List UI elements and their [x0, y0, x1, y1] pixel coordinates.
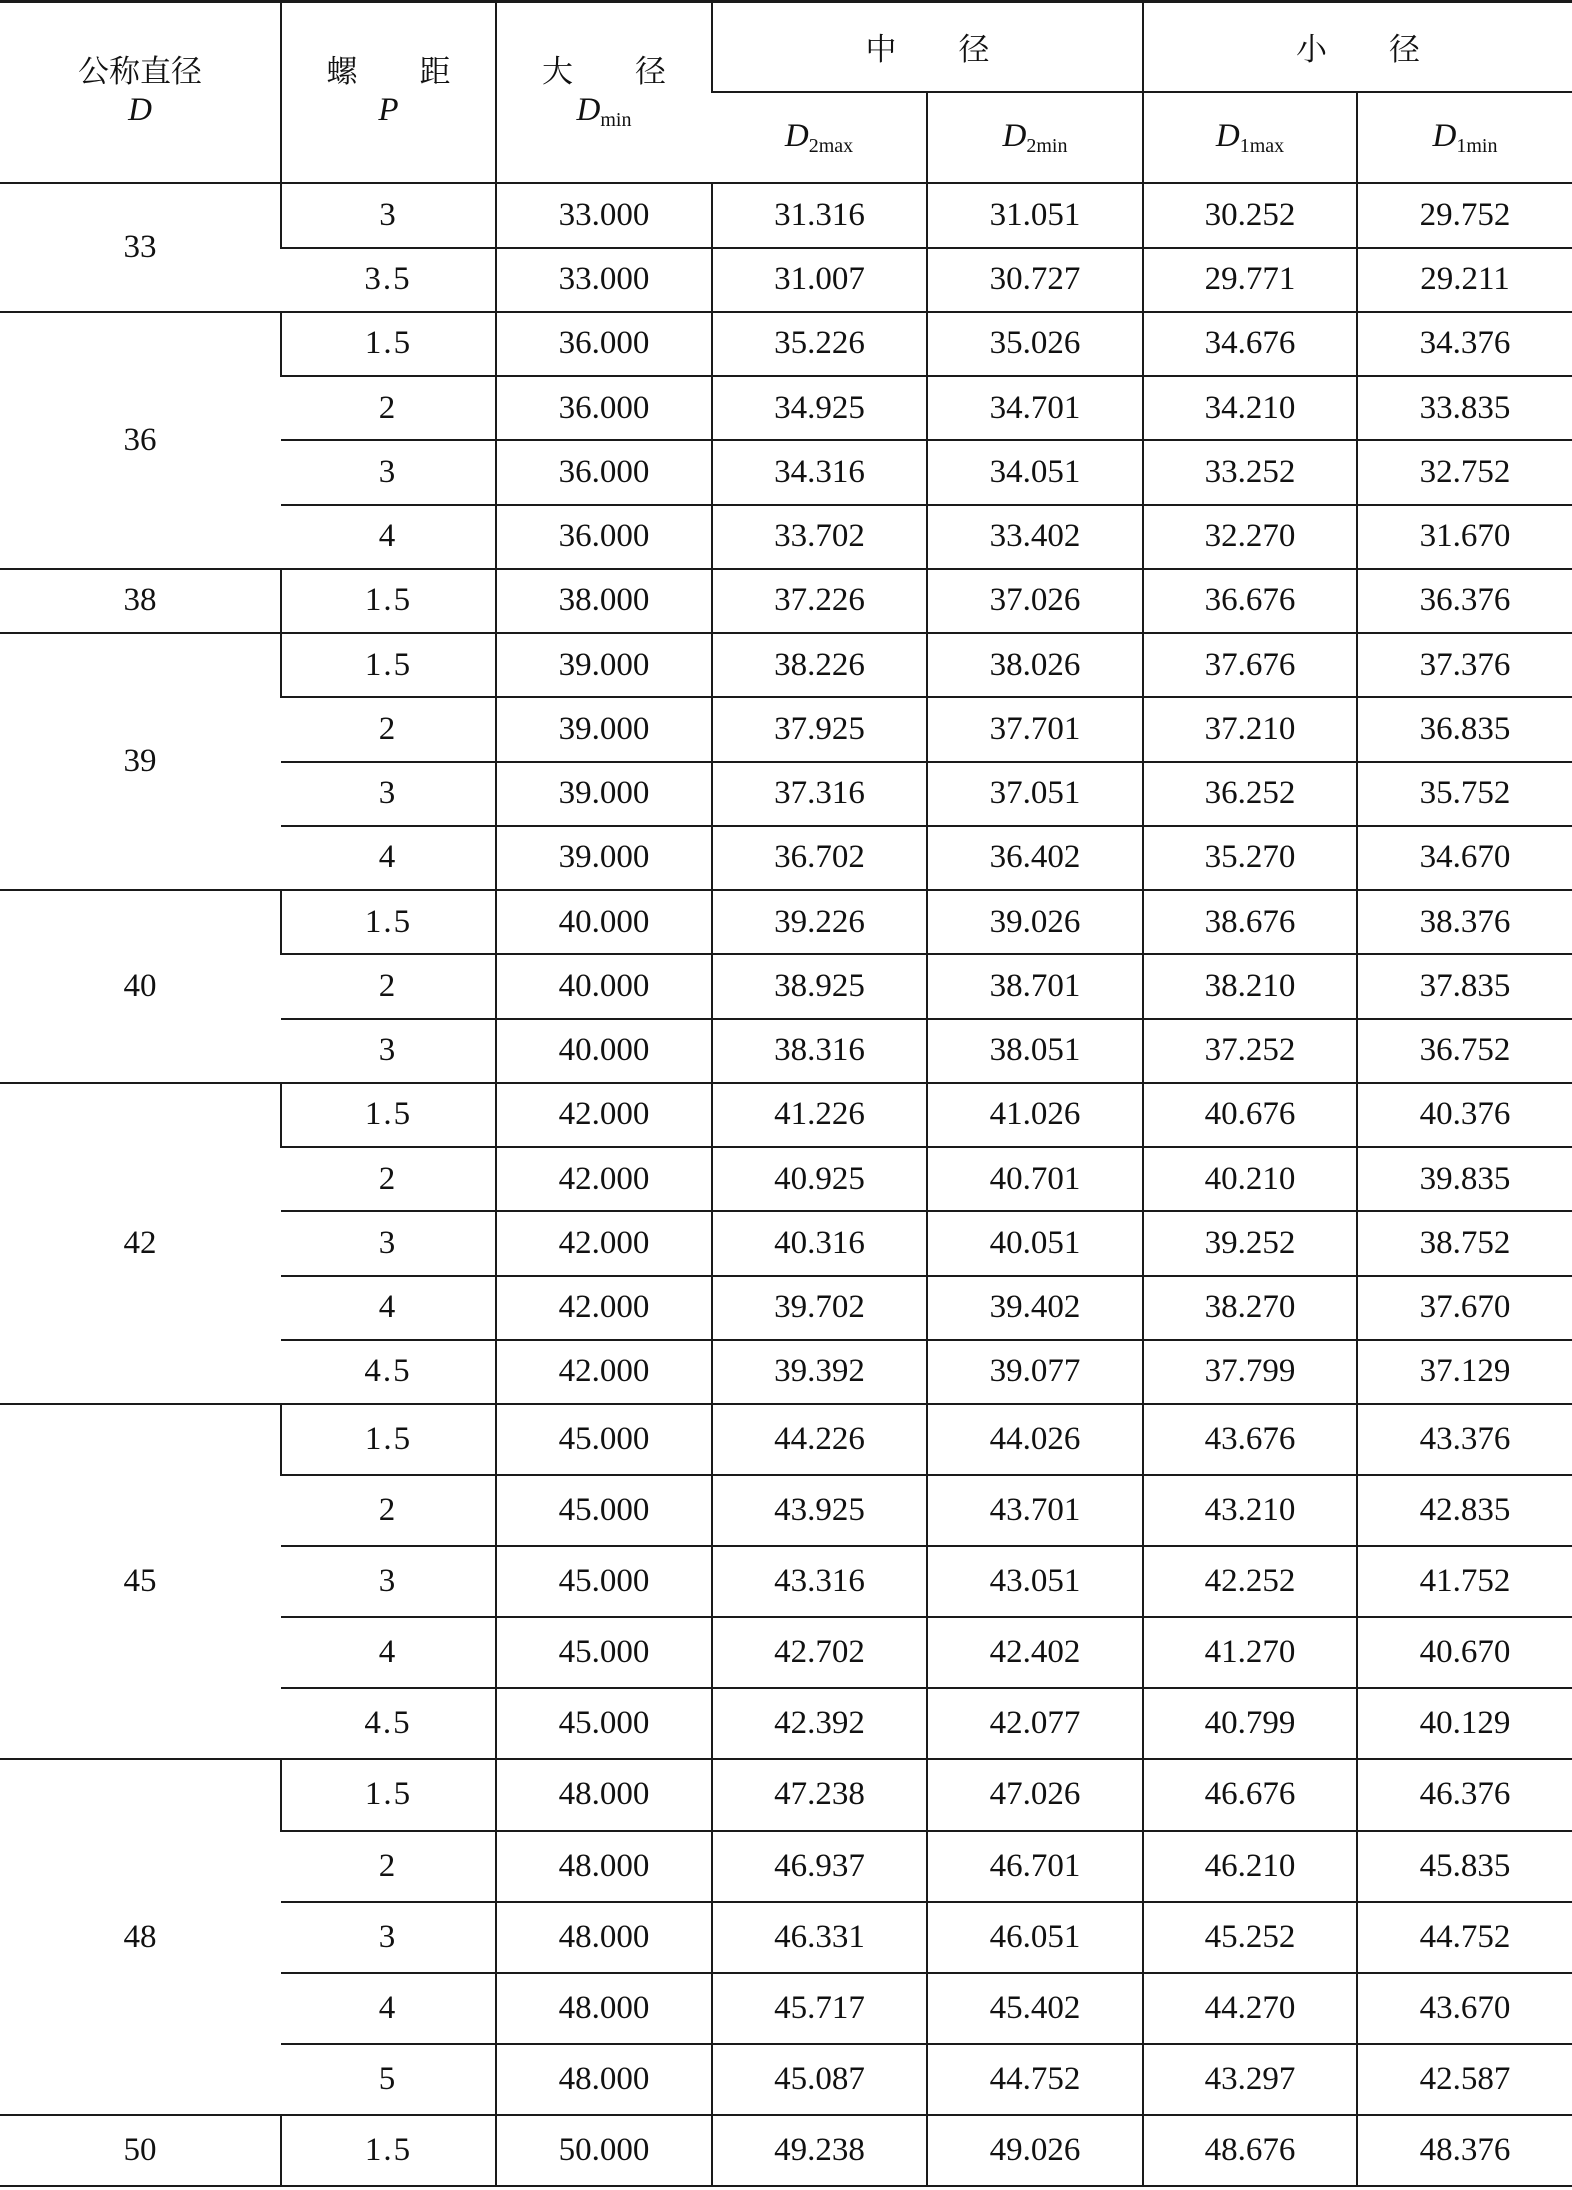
- d2min-cell: 49.026: [927, 2115, 1143, 2186]
- d2max-cell: 40.925: [712, 1147, 927, 1211]
- major-diameter-cell: 36.000: [496, 376, 712, 440]
- d2min-cell: 46.701: [927, 1831, 1143, 1902]
- header-nominal-diameter-label: 公称直径: [78, 54, 202, 91]
- major-diameter-cell: 48.000: [496, 1902, 712, 1973]
- d1max-cell: 36.252: [1143, 762, 1357, 826]
- pitch-cell: 3: [281, 1546, 496, 1617]
- d1min-cell: 44.752: [1357, 1902, 1572, 1973]
- d1min-cell: 34.670: [1357, 826, 1572, 890]
- nominal-diameter-cell: 38: [0, 569, 281, 633]
- d2max-cell: 39.702: [712, 1276, 927, 1340]
- header-major-diameter-symbol: D: [576, 91, 601, 128]
- d2max-cell: 37.226: [712, 569, 927, 633]
- major-diameter-cell: 36.000: [496, 440, 712, 504]
- d1min-cell: 43.670: [1357, 1973, 1572, 2044]
- pitch-cell: 2: [281, 376, 496, 440]
- pitch-cell: 2: [281, 954, 496, 1018]
- d2max-cell: 33.702: [712, 505, 927, 569]
- d1min-cell: 41.752: [1357, 1546, 1572, 1617]
- header-d2min: $D_{2min}$: [927, 92, 1143, 184]
- nominal-diameter-cell: 39: [0, 633, 281, 890]
- pitch-cell: 3: [281, 440, 496, 504]
- major-diameter-cell: 39.000: [496, 633, 712, 697]
- d2max-cell: 45.087: [712, 2044, 927, 2115]
- major-diameter-cell: 40.000: [496, 1019, 712, 1083]
- d1max-cell: 41.270: [1143, 1617, 1357, 1688]
- d1min-cell: 31.670: [1357, 505, 1572, 569]
- pitch-cell: 4: [281, 826, 496, 890]
- major-diameter-cell: 40.000: [496, 890, 712, 954]
- d2max-cell: 43.316: [712, 1546, 927, 1617]
- major-diameter-cell: 45.000: [496, 1546, 712, 1617]
- pitch-cell: 1.5: [281, 312, 496, 376]
- d1min-cell: 37.835: [1357, 954, 1572, 1018]
- table-row: [0, 1404, 1572, 1475]
- d1min-cell: 35.752: [1357, 762, 1572, 826]
- major-diameter-cell: 48.000: [496, 2044, 712, 2115]
- d2min-cell: 31.051: [927, 183, 1143, 247]
- d1max-cell: 42.252: [1143, 1546, 1357, 1617]
- d1min-cell: 40.670: [1357, 1617, 1572, 1688]
- header-pitch: [281, 2, 496, 184]
- d1min-cell: 29.211: [1357, 248, 1572, 312]
- major-diameter-cell: 39.000: [496, 697, 712, 761]
- d2min-cell: 40.051: [927, 1211, 1143, 1275]
- d2max-cell: 49.238: [712, 2115, 927, 2186]
- d1max-cell: 38.270: [1143, 1276, 1357, 1340]
- header-nominal-diameter-symbol: D: [128, 92, 152, 129]
- d1min-cell: 36.835: [1357, 697, 1572, 761]
- major-diameter-cell: 36.000: [496, 312, 712, 376]
- nominal-diameter-cell: 33: [0, 183, 281, 312]
- d2min-cell: 45.402: [927, 1973, 1143, 2044]
- d1min-cell: 40.376: [1357, 1083, 1572, 1147]
- d1max-cell: 44.270: [1143, 1973, 1357, 2044]
- pitch-cell: 4.5: [281, 1688, 496, 1759]
- d1min-cell: 43.376: [1357, 1404, 1572, 1475]
- d1min-cell: 38.752: [1357, 1211, 1572, 1275]
- header-d2max: $D_{2max}$: [712, 92, 927, 184]
- d1min-cell: 29.752: [1357, 183, 1572, 247]
- header-major-diameter-sub: min: [600, 108, 632, 131]
- d2max-cell: 46.331: [712, 1902, 927, 1973]
- d1max-cell: 30.252: [1143, 183, 1357, 247]
- header-minor-diameter: 小 径: [1143, 2, 1572, 92]
- major-diameter-cell: 42.000: [496, 1083, 712, 1147]
- d1max-cell: 39.252: [1143, 1211, 1357, 1275]
- header-pitch-diameter: 中 径: [712, 2, 1143, 92]
- table-row: [0, 312, 1572, 376]
- d1min-cell: 33.835: [1357, 376, 1572, 440]
- d1min-cell: 37.670: [1357, 1276, 1572, 1340]
- d2min-cell: 43.701: [927, 1475, 1143, 1546]
- d1min-cell: 37.129: [1357, 1340, 1572, 1404]
- d2max-cell: 42.702: [712, 1617, 927, 1688]
- major-diameter-cell: 45.000: [496, 1404, 712, 1475]
- d2min-cell: 42.402: [927, 1617, 1143, 1688]
- d2max-cell: 35.226: [712, 312, 927, 376]
- pitch-cell: 3: [281, 183, 496, 247]
- d1min-cell: 36.752: [1357, 1019, 1572, 1083]
- d2max-cell: 38.316: [712, 1019, 927, 1083]
- pitch-cell: 1.5: [281, 1759, 496, 1830]
- pitch-cell: 4: [281, 1276, 496, 1340]
- d1min-cell: 42.587: [1357, 2044, 1572, 2115]
- pitch-cell: 3: [281, 1902, 496, 1973]
- d2min-cell: 37.051: [927, 762, 1143, 826]
- header-pitch-symbol: P: [378, 92, 399, 129]
- d1max-cell: 37.210: [1143, 697, 1357, 761]
- pitch-cell: 1.5: [281, 1404, 496, 1475]
- d2max-cell: 31.007: [712, 248, 927, 312]
- d1max-cell: 40.676: [1143, 1083, 1357, 1147]
- d2min-cell: 38.051: [927, 1019, 1143, 1083]
- pitch-cell: 1.5: [281, 2115, 496, 2186]
- d2max-cell: 47.238: [712, 1759, 927, 1830]
- d1min-cell: 46.376: [1357, 1759, 1572, 1830]
- d2min-cell: 37.701: [927, 697, 1143, 761]
- d2min-cell: 39.402: [927, 1276, 1143, 1340]
- major-diameter-cell: 42.000: [496, 1147, 712, 1211]
- major-diameter-cell: 33.000: [496, 183, 712, 247]
- d2max-cell: 37.316: [712, 762, 927, 826]
- d2max-cell: 40.316: [712, 1211, 927, 1275]
- pitch-cell: 4: [281, 505, 496, 569]
- pitch-cell: 2: [281, 1147, 496, 1211]
- pitch-cell: 4: [281, 1973, 496, 2044]
- pitch-cell: 1.5: [281, 633, 496, 697]
- d1max-cell: 38.210: [1143, 954, 1357, 1018]
- header-d1max: $D_{1max}$: [1143, 92, 1357, 184]
- d1max-cell: 37.799: [1143, 1340, 1357, 1404]
- d1max-cell: 40.210: [1143, 1147, 1357, 1211]
- header-pitch-label: 螺 距: [326, 54, 451, 91]
- d1max-cell: 37.676: [1143, 633, 1357, 697]
- major-diameter-cell: 42.000: [496, 1340, 712, 1404]
- major-diameter-cell: 48.000: [496, 1973, 712, 2044]
- pitch-cell: 1.5: [281, 1083, 496, 1147]
- d2min-cell: 41.026: [927, 1083, 1143, 1147]
- major-diameter-cell: 40.000: [496, 954, 712, 1018]
- header-nominal-diameter: [0, 2, 281, 184]
- major-diameter-cell: 33.000: [496, 248, 712, 312]
- major-diameter-cell: 48.000: [496, 1759, 712, 1830]
- table-row: [0, 1083, 1572, 1147]
- d1max-cell: 46.676: [1143, 1759, 1357, 1830]
- pitch-cell: 1.5: [281, 569, 496, 633]
- major-diameter-cell: 39.000: [496, 762, 712, 826]
- d2min-cell: 38.026: [927, 633, 1143, 697]
- d2min-cell: 39.026: [927, 890, 1143, 954]
- major-diameter-cell: 45.000: [496, 1688, 712, 1759]
- d1max-cell: 48.676: [1143, 2115, 1357, 2186]
- pitch-cell: 2: [281, 1475, 496, 1546]
- table-row: [0, 1759, 1572, 1830]
- d1min-cell: 34.376: [1357, 312, 1572, 376]
- d1min-cell: 38.376: [1357, 890, 1572, 954]
- pitch-cell: 2: [281, 697, 496, 761]
- d1min-cell: 45.835: [1357, 1831, 1572, 1902]
- d1min-cell: 42.835: [1357, 1475, 1572, 1546]
- d2min-cell: 44.026: [927, 1404, 1143, 1475]
- d1max-cell: 36.676: [1143, 569, 1357, 633]
- d2max-cell: 38.226: [712, 633, 927, 697]
- d2max-cell: 34.316: [712, 440, 927, 504]
- table-row: [0, 2115, 1572, 2186]
- d1max-cell: 35.270: [1143, 826, 1357, 890]
- nominal-diameter-cell: 40: [0, 890, 281, 1083]
- major-diameter-cell: 45.000: [496, 1475, 712, 1546]
- nominal-diameter-cell: 48: [0, 1759, 281, 2114]
- d1max-cell: 34.210: [1143, 376, 1357, 440]
- d1max-cell: 43.297: [1143, 2044, 1357, 2115]
- d2min-cell: 35.026: [927, 312, 1143, 376]
- d2min-cell: 39.077: [927, 1340, 1143, 1404]
- d1max-cell: 29.771: [1143, 248, 1357, 312]
- d2max-cell: 34.925: [712, 376, 927, 440]
- d2max-cell: 46.937: [712, 1831, 927, 1902]
- d2max-cell: 36.702: [712, 826, 927, 890]
- d1max-cell: 33.252: [1143, 440, 1357, 504]
- d2max-cell: 42.392: [712, 1688, 927, 1759]
- d1min-cell: 39.835: [1357, 1147, 1572, 1211]
- d2min-cell: 30.727: [927, 248, 1143, 312]
- table-row: [0, 183, 1572, 247]
- major-diameter-cell: 45.000: [496, 1617, 712, 1688]
- header-major-diameter-label: 大 径: [542, 53, 666, 90]
- d1min-cell: 37.376: [1357, 633, 1572, 697]
- d1max-cell: 43.676: [1143, 1404, 1357, 1475]
- table-row: [0, 633, 1572, 697]
- d2min-cell: 47.026: [927, 1759, 1143, 1830]
- nominal-diameter-cell: 36: [0, 312, 281, 569]
- d2min-cell: 34.051: [927, 440, 1143, 504]
- d1max-cell: 46.210: [1143, 1831, 1357, 1902]
- d1max-cell: 38.676: [1143, 890, 1357, 954]
- d2min-cell: 40.701: [927, 1147, 1143, 1211]
- nominal-diameter-cell: 42: [0, 1083, 281, 1404]
- pitch-cell: 2: [281, 1831, 496, 1902]
- d2min-cell: 34.701: [927, 376, 1143, 440]
- d1max-cell: 40.799: [1143, 1688, 1357, 1759]
- d2max-cell: 38.925: [712, 954, 927, 1018]
- header-row-top: [0, 2, 1572, 92]
- d1max-cell: 43.210: [1143, 1475, 1357, 1546]
- major-diameter-cell: 38.000: [496, 569, 712, 633]
- d2min-cell: 38.701: [927, 954, 1143, 1018]
- d1max-cell: 37.252: [1143, 1019, 1357, 1083]
- pitch-cell: 1.5: [281, 890, 496, 954]
- table-body: [0, 2, 1572, 2187]
- d1max-cell: 45.252: [1143, 1902, 1357, 1973]
- major-diameter-cell: 50.000: [496, 2115, 712, 2186]
- d1min-cell: 48.376: [1357, 2115, 1572, 2186]
- d2min-cell: 44.752: [927, 2044, 1143, 2115]
- d1min-cell: 40.129: [1357, 1688, 1572, 1759]
- pitch-cell: 3.5: [281, 248, 496, 312]
- d1max-cell: 32.270: [1143, 505, 1357, 569]
- d2max-cell: 37.925: [712, 697, 927, 761]
- major-diameter-cell: 39.000: [496, 826, 712, 890]
- table-row: [0, 890, 1572, 954]
- d2min-cell: 46.051: [927, 1902, 1143, 1973]
- pitch-cell: 4.5: [281, 1340, 496, 1404]
- major-diameter-cell: 42.000: [496, 1276, 712, 1340]
- d2min-cell: 42.077: [927, 1688, 1143, 1759]
- major-diameter-cell: 48.000: [496, 1831, 712, 1902]
- major-diameter-cell: 42.000: [496, 1211, 712, 1275]
- d1min-cell: 32.752: [1357, 440, 1572, 504]
- d2max-cell: 39.226: [712, 890, 927, 954]
- d1max-cell: 34.676: [1143, 312, 1357, 376]
- pitch-cell: 3: [281, 1211, 496, 1275]
- table-row: [0, 569, 1572, 633]
- d1min-cell: 36.376: [1357, 569, 1572, 633]
- d2max-cell: 45.717: [712, 1973, 927, 2044]
- header-major-diameter: [496, 2, 712, 184]
- nominal-diameter-cell: 45: [0, 1404, 281, 1759]
- pitch-cell: 4: [281, 1617, 496, 1688]
- d2min-cell: 43.051: [927, 1546, 1143, 1617]
- major-diameter-cell: 36.000: [496, 505, 712, 569]
- d2max-cell: 43.925: [712, 1475, 927, 1546]
- d2max-cell: 44.226: [712, 1404, 927, 1475]
- header-d1min: $D_{1min}$: [1357, 92, 1572, 184]
- nominal-diameter-cell: 50: [0, 2115, 281, 2186]
- d2min-cell: 36.402: [927, 826, 1143, 890]
- d2max-cell: 31.316: [712, 183, 927, 247]
- d2max-cell: 41.226: [712, 1083, 927, 1147]
- d2min-cell: 37.026: [927, 569, 1143, 633]
- d2max-cell: 39.392: [712, 1340, 927, 1404]
- pitch-cell: 3: [281, 762, 496, 826]
- pitch-cell: 3: [281, 1019, 496, 1083]
- pitch-cell: 5: [281, 2044, 496, 2115]
- d2min-cell: 33.402: [927, 505, 1143, 569]
